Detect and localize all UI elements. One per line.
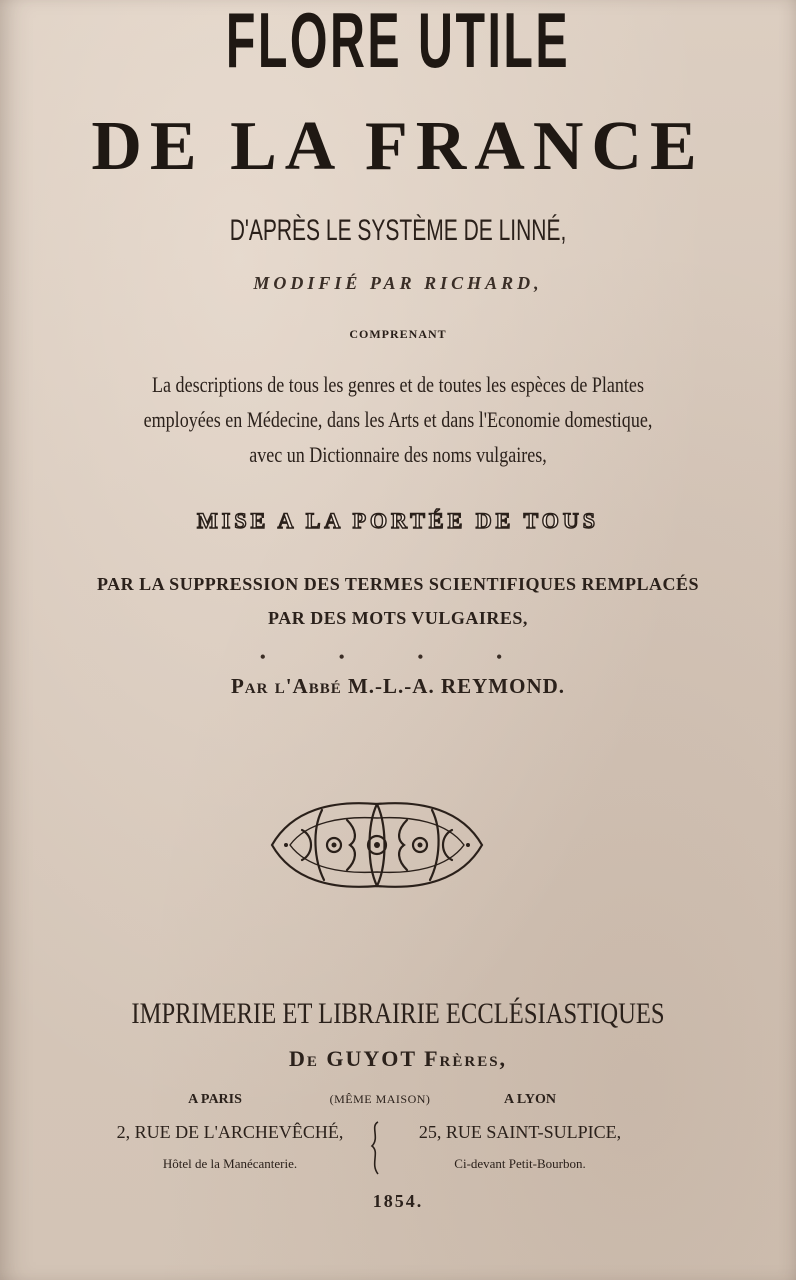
description-line-3: avec un Dictionnaire des noms vulgaires,: [249, 442, 547, 467]
author-line: Par l'Abbé M.-L.-A. REYMOND.: [230, 674, 566, 698]
lyon-note: Ci-devant Petit-Bourbon.: [454, 1156, 586, 1171]
same-house-label: (MÊME MAISON): [329, 1092, 431, 1106]
publication-year: 1854.: [372, 1191, 424, 1211]
floral-ornament-icon: [262, 790, 492, 900]
accessibility-heading: MISE A LA PORTÉE DE TOUS: [197, 508, 599, 533]
description-line-1: La descriptions de tous les genres et de toutes les espèces de Plantes: [152, 372, 644, 397]
suppression-line-1: PAR LA SUPPRESSION DES TERMES SCIENTIFIQUES REMPLACÉS: [97, 574, 699, 594]
lyon-label: A LYON: [503, 1092, 556, 1107]
subtitle-modified: MODIFIÉ PAR RICHARD,: [253, 273, 543, 293]
lyon-street: 25, RUE SAINT-SULPICE,: [418, 1122, 622, 1142]
decorative-dots: • • • •: [259, 647, 537, 667]
brace-icon: [366, 1120, 386, 1176]
suppression-text: [0, 567, 796, 635]
subtitle-system: D'APRÈS LE SYSTÈME DE LINNÉ,: [229, 214, 567, 247]
suppression-line-2: PAR DES MOTS VULGAIRES,: [268, 608, 528, 628]
printer-firm: De GUYOT Frères,: [288, 1046, 508, 1071]
description: [72, 367, 725, 472]
subtitle-comprising: COMPRENANT: [349, 327, 447, 341]
paris-street: 2, RUE DE L'ARCHEVÊCHÉ,: [116, 1122, 344, 1142]
paris-note: Hôtel de la Manécanterie.: [162, 1156, 298, 1171]
title-line-1: FLORE UTILE: [225, 0, 571, 84]
printer-name: IMPRIMERIE ET LIBRAIRIE ECCLÉSIASTIQUES: [131, 997, 665, 1030]
paris-label: A PARIS: [188, 1092, 242, 1107]
title-line-2: DE LA FRANCE: [91, 108, 705, 185]
description-line-2: employées en Médecine, dans les Arts et dans l'Economie domestique,: [143, 407, 653, 432]
